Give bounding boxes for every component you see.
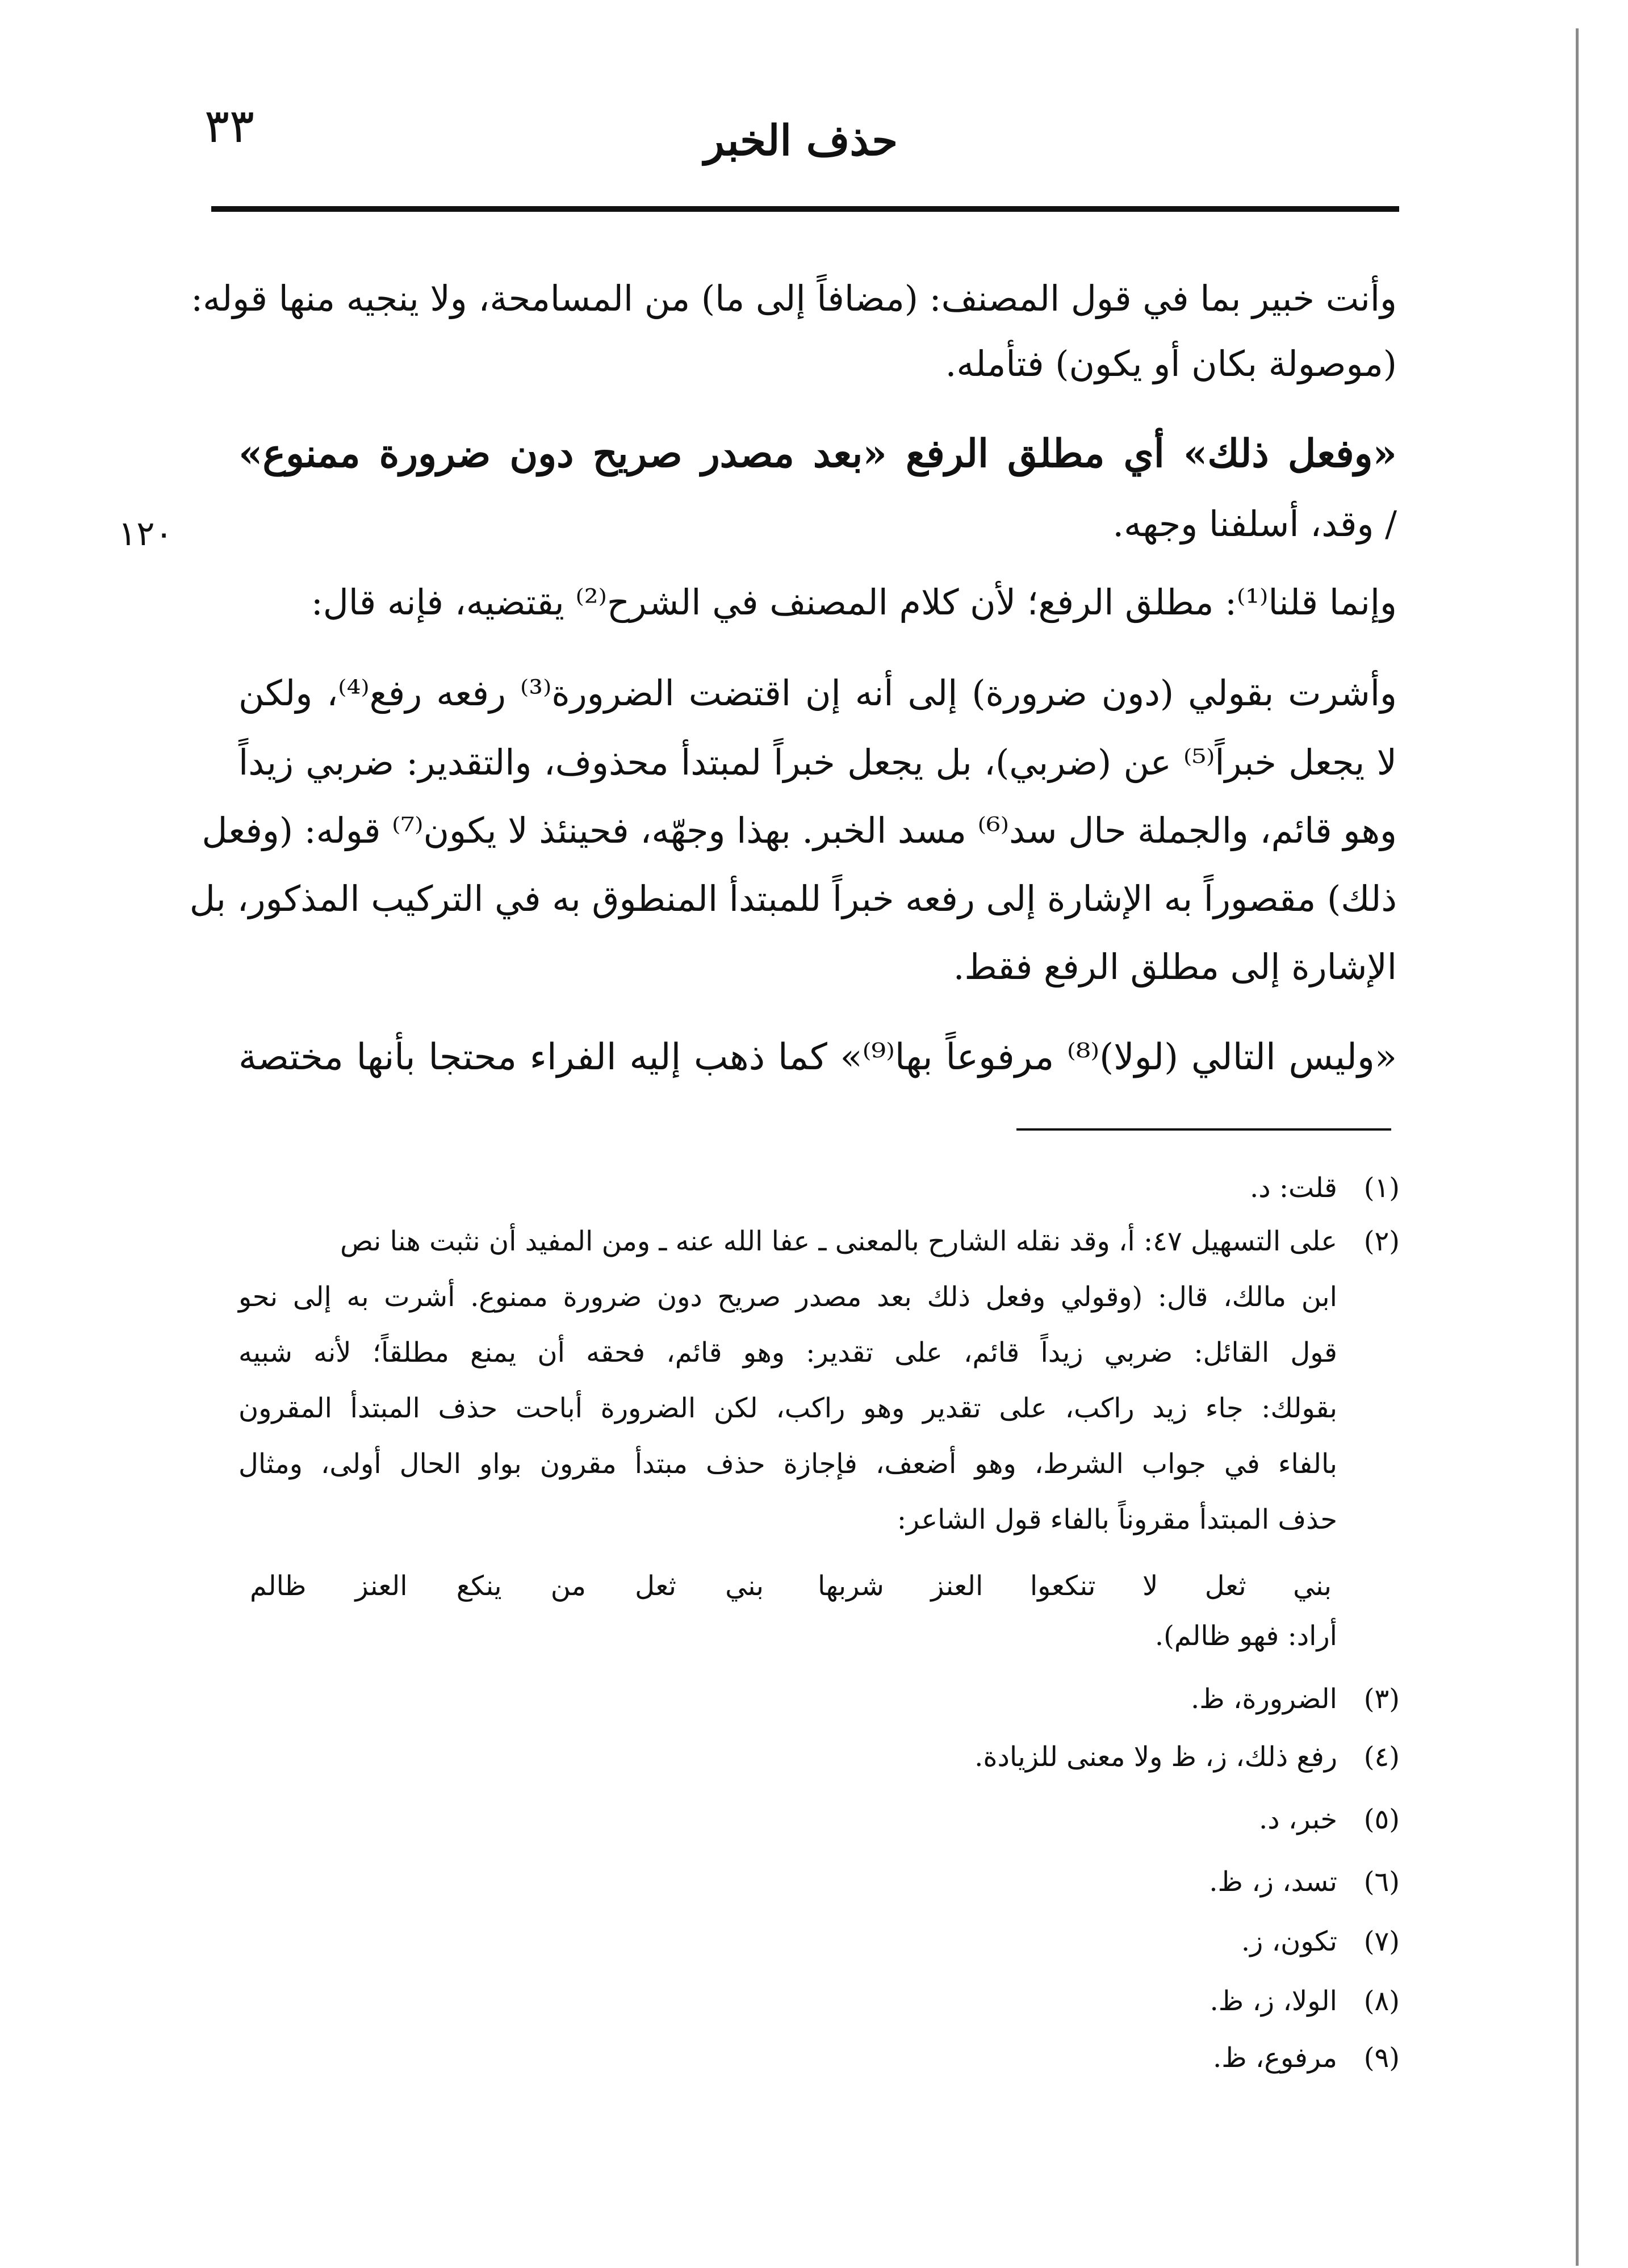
scan-edge-line xyxy=(1576,28,1579,2266)
footnote-text: الولا، ز، ظ. xyxy=(1210,1985,1337,2017)
footnote-number: (٤) xyxy=(1363,1741,1400,1773)
footnote-4 xyxy=(238,1743,1400,1771)
body-line-1: وأنت خبير بما في قول المصنف: (مضافاً إلى ما) من المسامحة، ولا ينجيه منها قوله: xyxy=(191,278,1397,319)
body-line-10: الإشارة إلى مطلق الرفع فقط. xyxy=(953,946,1397,987)
body-line-8: وهو قائم، والجملة حال سد⁽⁶⁾ مسد الخبر. بهذا وجهّه، فحينئذ لا يكون⁽⁷⁾ قوله: (وفعل xyxy=(202,810,1397,851)
footnote-2-line-1 xyxy=(238,1225,1400,1257)
margin-page-number: ١٢٠ xyxy=(118,514,173,554)
footnote-number: (٩) xyxy=(1363,2042,1400,2074)
footnote-5 xyxy=(238,1803,1400,1835)
body-line-11: «وليس التالي (لولا)⁽⁸⁾ مرفوعاً بها⁽⁹⁾» كما ذهب إليه الفراء محتجا بأنها مختصة xyxy=(238,1036,1397,1078)
body-line-7: لا يجعل خبراً⁽⁵⁾ عن (ضربي)، بل يجعل خبراً لمبتدأ محذوف، والتقدير: ضربي زيداً xyxy=(238,742,1397,783)
footnote-number: (٨) xyxy=(1363,1985,1400,2017)
footnote-9 xyxy=(238,2044,1400,2072)
footnote-2-line-6: حذف المبتدأ مقروناً بالفاء قول الشاعر: xyxy=(897,1504,1337,1535)
footnote-8 xyxy=(238,1987,1400,2015)
footnote-2-line-5: بالفاء في جواب الشرط، وهو أضعف، فإجازة حذف مبتدأ مقرون بواو الحال أولى، ومثال xyxy=(238,1448,1337,1480)
footnote-number: (٣) xyxy=(1363,1683,1400,1715)
footnote-2-line-3: قول القائل: ضربي زيداً قائم، على تقدير: وهو قائم، فحقه أن يمنع مطلقاً؛ لأنه شبيه xyxy=(238,1337,1337,1369)
footnote-text: مرفوع، ظ. xyxy=(1213,2042,1337,2074)
footnote-number: (١) xyxy=(1363,1172,1400,1204)
footnote-separator xyxy=(1016,1128,1391,1131)
running-title: حذف الخبر xyxy=(704,116,898,165)
footnote-number: (٢) xyxy=(1363,1225,1400,1257)
footnote-2-after-verse: أراد: فهو ظالم). xyxy=(1154,1620,1337,1652)
verse-first-hemistich: بني ثعل لا تنكعوا العنز شربها xyxy=(818,1570,1332,1602)
body-line-9: ذلك) مقصوراً به الإشارة إلى رفعه خبراً للمبتدأ المنطوق به في التركيب المذكور، بل xyxy=(189,878,1397,919)
footnote-7 xyxy=(238,1928,1400,1955)
footnote-number: (٧) xyxy=(1363,1926,1400,1957)
footnote-text: على التسهيل ٤٧: أ، وقد نقله الشارح بالمعنى ـ عفا الله عنه ـ ومن المفيد أن نثبت هنا نص xyxy=(340,1225,1337,1257)
footnote-text: تسد، ز، ظ. xyxy=(1209,1866,1337,1898)
footnote-1 xyxy=(238,1174,1400,1202)
footnote-text: خبر، د. xyxy=(1258,1803,1337,1835)
body-line-4: / وقد، أسلفنا وجهه. xyxy=(1112,503,1397,545)
page-number: ٣٣ xyxy=(204,99,255,153)
footnote-text: تكون، ز. xyxy=(1241,1926,1337,1957)
body-line-5: وإنما قلنا⁽¹⁾: مطلق الرفع؛ لأن كلام المصنف في الشرح⁽²⁾ يقتضيه، فإنه قال: xyxy=(311,581,1397,623)
body-line-3: «وفعل ذلك» أي مطلق الرفع «بعد مصدر صريح دون ضرورة ممنوع» xyxy=(238,431,1397,476)
verse-second-hemistich: بني ثعل من ينكع العنز ظالم xyxy=(250,1570,764,1602)
footnote-number: (٦) xyxy=(1363,1866,1400,1898)
footnote-text: الضرورة، ظ. xyxy=(1191,1683,1337,1715)
body-line-6: وأشرت بقولي (دون ضرورة) إلى أنه إن اقتضت الضرورة⁽³⁾ رفعه رفع⁽⁴⁾، ولكن xyxy=(238,672,1397,714)
footnote-6 xyxy=(238,1866,1400,1898)
footnote-number: (٥) xyxy=(1363,1803,1400,1835)
body-line-2: (موصولة بكان أو يكون) فتأمله. xyxy=(945,343,1397,384)
footnote-3 xyxy=(238,1685,1400,1713)
footnote-2-line-2: ابن مالك، قال: (وقولي وفعل ذلك بعد مصدر صريح دون ضرورة ممنوع. أشرت به إلى نحو xyxy=(238,1281,1338,1313)
footnote-2-line-4: بقولك: جاء زيد راكب، على تقدير وهو راكب، لكن الضرورة أباحت حذف المبتدأ المقرون xyxy=(238,1392,1337,1424)
footnote-text: رفع ذلك، ز، ظ ولا معنى للزيادة. xyxy=(974,1741,1337,1773)
header-rule xyxy=(211,206,1399,212)
footnote-text: قلت: د. xyxy=(1249,1172,1337,1204)
